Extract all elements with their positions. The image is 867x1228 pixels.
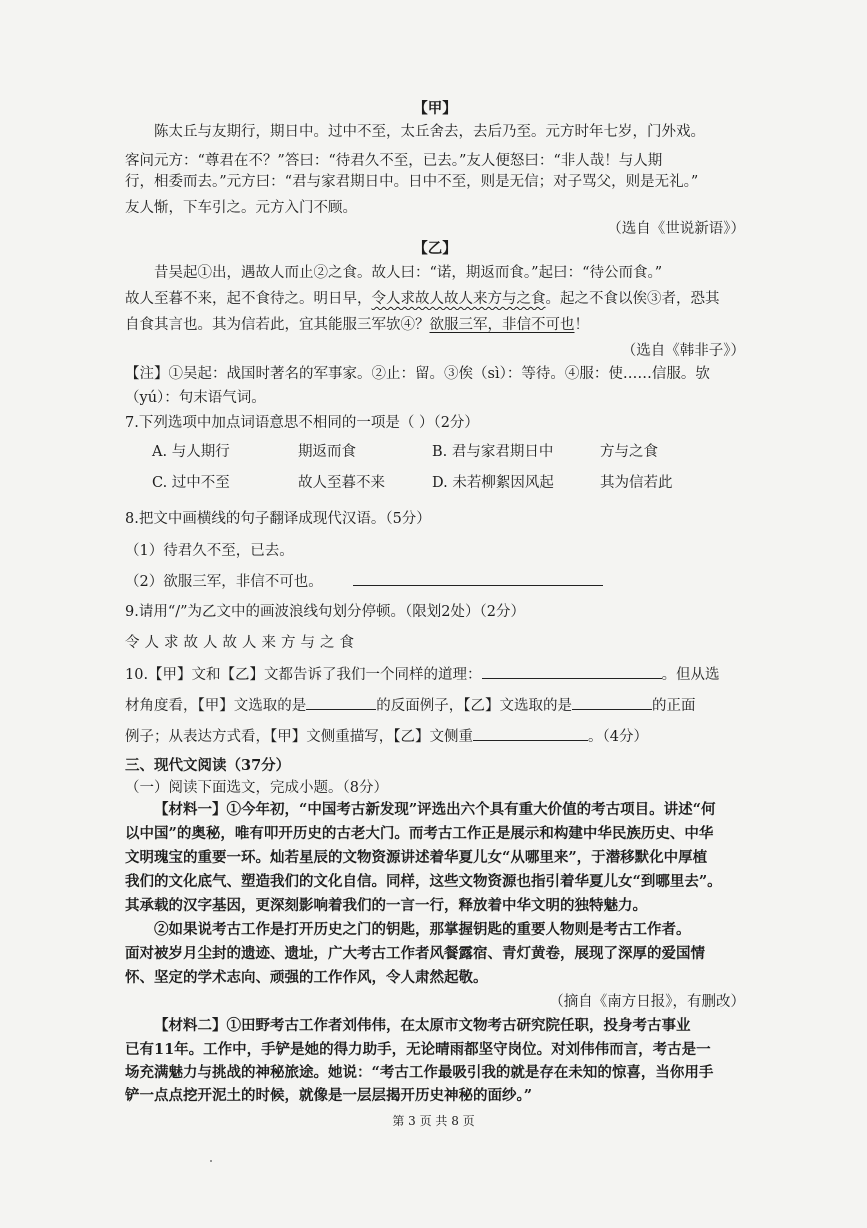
m1-p2-line: ②如果说考古工作是打开历史之门的钥匙，那掌握钥匙的重要人物则是考古工作者。 <box>154 921 691 938</box>
answer-blank[interactable] <box>306 695 376 710</box>
q8-stem: 8.把文中画横线的句子翻译成现代汉语。（5分） <box>125 511 431 527</box>
q7-option-a-2: 期返而食 <box>298 444 356 460</box>
section-subtitle: （一）阅读下面选文，完成小题。（8分） <box>125 780 388 796</box>
m2-line: 【材料二】①田野考古工作者刘伟伟，在太原市文物考古研究院任职，投身考古事业 <box>154 1017 691 1034</box>
jia-line: 友人惭，下车引之。元方入门不顾。 <box>125 200 357 216</box>
m2-line: 铲一点点挖开泥土的时候，就像是一层层揭开历史神秘的面纱。” <box>125 1087 533 1104</box>
answer-blank[interactable] <box>353 571 603 586</box>
m1-p2-line: 怀、坚定的学术志向、顽强的工作作风，令人肃然起敬。 <box>125 969 488 986</box>
m1-line: 其承载的汉字基因，更深刻影响着我们的一言一行，释放着中华文明的独特魅力。 <box>125 897 647 914</box>
notes-line: （yú）：句末语气词。 <box>125 390 266 406</box>
m1-source: （摘自《南方日报》，有删改） <box>549 994 745 1010</box>
q7-stem: 7.下列选项中加点词语意思不相同的一项是（ ）（2分） <box>125 415 479 431</box>
m2-line: 已有11年。工作中，手铲是她的得力助手，无论晴雨都坚守岗位。对刘伟伟而言，考古是一 <box>125 1041 711 1058</box>
yi-line: 故人至暮不来，起不食待之。明日早，令人求故人故人来方与之食。起之不食以俟③者，恐其 <box>125 291 720 307</box>
m1-line: 文明瑰宝的重要一环。灿若星辰的文物资源讲述着华夏儿女“从哪里来”，于潜移默化中厚植 <box>125 849 708 866</box>
answer-blank[interactable] <box>482 664 662 679</box>
jia-line: 陈太丘与友期行，期日中。过中不至，太丘舍去，去后乃至。元方时年七岁，门外戏。 <box>154 124 705 140</box>
jia-heading: 【甲】 <box>413 100 457 117</box>
m1-line: 我们的文化底气、塑造我们的文化自信。同样，这些文物资源也指引着华夏儿女“到哪里去”。 <box>125 873 722 890</box>
yi-source: （选自《韩非子》） <box>621 343 745 359</box>
m1-line: 以中国”的奥秘，唯有叩开历史的古老大门。而考古工作正是展示和构建中华民族历史、中华 <box>125 825 714 842</box>
jia-line: 客问元方：“尊君在不？”答曰：“待君久不至，已去。”友人便怒曰：“非人哉！与人期 <box>125 153 663 169</box>
m1-p2-line: 面对被岁月尘封的遗迹、遗址，广大考古工作者风餐露宿、青灯黄卷，展现了深厚的爱国情 <box>125 945 705 962</box>
q7-option-c: C. 过中不至 <box>152 475 230 491</box>
q9-stem: 9.请用“/”为乙文中的画波浪线句划分停顿。（限划2处）（2分） <box>125 604 525 620</box>
jia-source: （选自《世说新语》） <box>607 221 745 237</box>
answer-blank[interactable] <box>473 726 588 741</box>
q10-line: 10.【甲】文和【乙】文都告诉了我们一个同样的道理： 。但从选 <box>125 664 745 686</box>
q7-option-d-2: 其为信若此 <box>600 475 673 491</box>
q7-option-b-2: 方与之食 <box>600 444 658 460</box>
page-footer: 第 3 页 共 8 页 <box>392 1114 475 1128</box>
q7-option-a: A. 与人期行 <box>152 444 230 460</box>
q10-line: 材角度看，【甲】文选取的是 的反面例子，【乙】文选取的是 的正面 <box>125 695 745 717</box>
q7-option-d: D. 未若柳絮因风起 <box>432 475 554 491</box>
q8-sentence-1: （1）待君久不至，已去。 <box>125 543 294 559</box>
speck <box>210 1160 212 1162</box>
jia-line: 行，相委而去。”元方曰：“君与家君期日中。日中不至，则是无信；对子骂父，则是无礼。” <box>125 174 699 190</box>
q9-text: 令人求故人故人来方与之食 <box>125 635 359 651</box>
q7-option-b: B. 君与家君期日中 <box>432 444 554 460</box>
yi-line: 昔吴起①出，遇故人而止②之食。故人曰：“诺，期返而食。”起曰：“待公而食。” <box>154 265 663 281</box>
section-title: 三、现代文阅读（37分） <box>125 757 291 774</box>
q7-option-c-2: 故人至暮不来 <box>298 475 385 491</box>
answer-blank[interactable] <box>572 695 652 710</box>
yi-line: 自食其言也。其为信若此，宜其能服三军欤④？欲服三军，非信不可也！ <box>125 317 589 333</box>
q10-line: 例子；从表达方式看，【甲】文侧重描写，【乙】文侧重 。（4分） <box>125 726 745 748</box>
q8-sentence-2: （2）欲服三军，非信不可也。 <box>125 571 745 593</box>
notes-line: 【注】①吴起：战国时著名的军事家。②止：留。③俟（sì）：等待。④服：使……信服。欤 <box>125 366 710 382</box>
wavy-sentence: 令人求故人故人来方与之食 <box>371 291 546 307</box>
underlined-sentence: 欲服三军，非信不可也 <box>429 317 575 333</box>
m1-line: 【材料一】①今年初，“中国考古新发现”评选出六个具有重大价值的考古项目。讲述“何 <box>154 801 716 818</box>
yi-heading: 【乙】 <box>413 240 457 257</box>
m2-line: 场充满魅力与挑战的神秘旅途。她说：“考古工作最吸引我的就是存在未知的惊喜，当你用手 <box>125 1064 714 1081</box>
